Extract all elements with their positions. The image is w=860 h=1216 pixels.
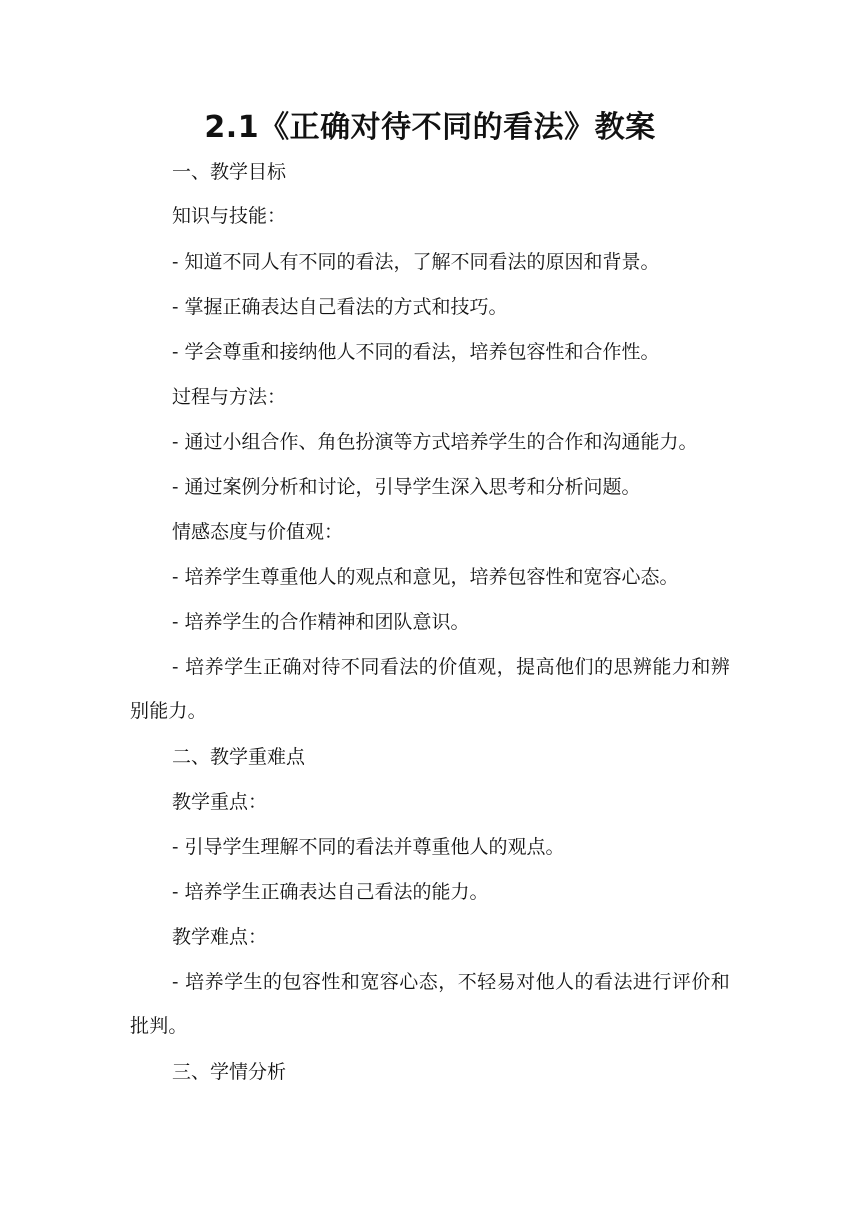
bullet-item: - 培养学生尊重他人的观点和意见，培养包容性和宽容心态。	[172, 566, 679, 588]
subheading-key-points: 教学重点：	[172, 791, 268, 813]
bullet-item: - 通过小组合作、角色扮演等方式培养学生的合作和沟通能力。	[172, 431, 698, 453]
bullet-item: - 学会尊重和接纳他人不同的看法，培养包容性和合作性。	[172, 341, 660, 363]
bullet-item: - 掌握正确表达自己看法的方式和技巧。	[172, 296, 508, 318]
bullet-item: - 培养学生正确对待不同看法的价值观，提高他们的思辨能力和辨别能力。	[130, 656, 730, 722]
subheading-process-methods: 过程与方法：	[172, 386, 287, 408]
subheading-difficulties: 教学难点：	[172, 926, 268, 948]
bullet-item: - 知道不同人有不同的看法，了解不同看法的原因和背景。	[172, 251, 660, 273]
bullet-item: - 培养学生正确表达自己看法的能力。	[172, 881, 489, 903]
section-heading-analysis: 三、学情分析	[172, 1061, 287, 1083]
section-heading-objectives: 一、教学目标	[172, 161, 287, 183]
bullet-item: - 引导学生理解不同的看法并尊重他人的观点。	[172, 836, 565, 858]
bullet-item: - 培养学生的合作精神和团队意识。	[172, 611, 470, 633]
bullet-item: - 通过案例分析和讨论，引导学生深入思考和分析问题。	[172, 476, 641, 498]
bullet-item: - 培养学生的包容性和宽容心态，不轻易对他人的看法进行评价和批判。	[130, 971, 730, 1037]
section-heading-key-points: 二、教学重难点	[172, 746, 306, 768]
subheading-emotions-values: 情感态度与价值观：	[172, 521, 344, 543]
subheading-knowledge-skills: 知识与技能：	[172, 205, 287, 227]
document-title: 2.1《正确对待不同的看法》教案	[204, 110, 656, 145]
